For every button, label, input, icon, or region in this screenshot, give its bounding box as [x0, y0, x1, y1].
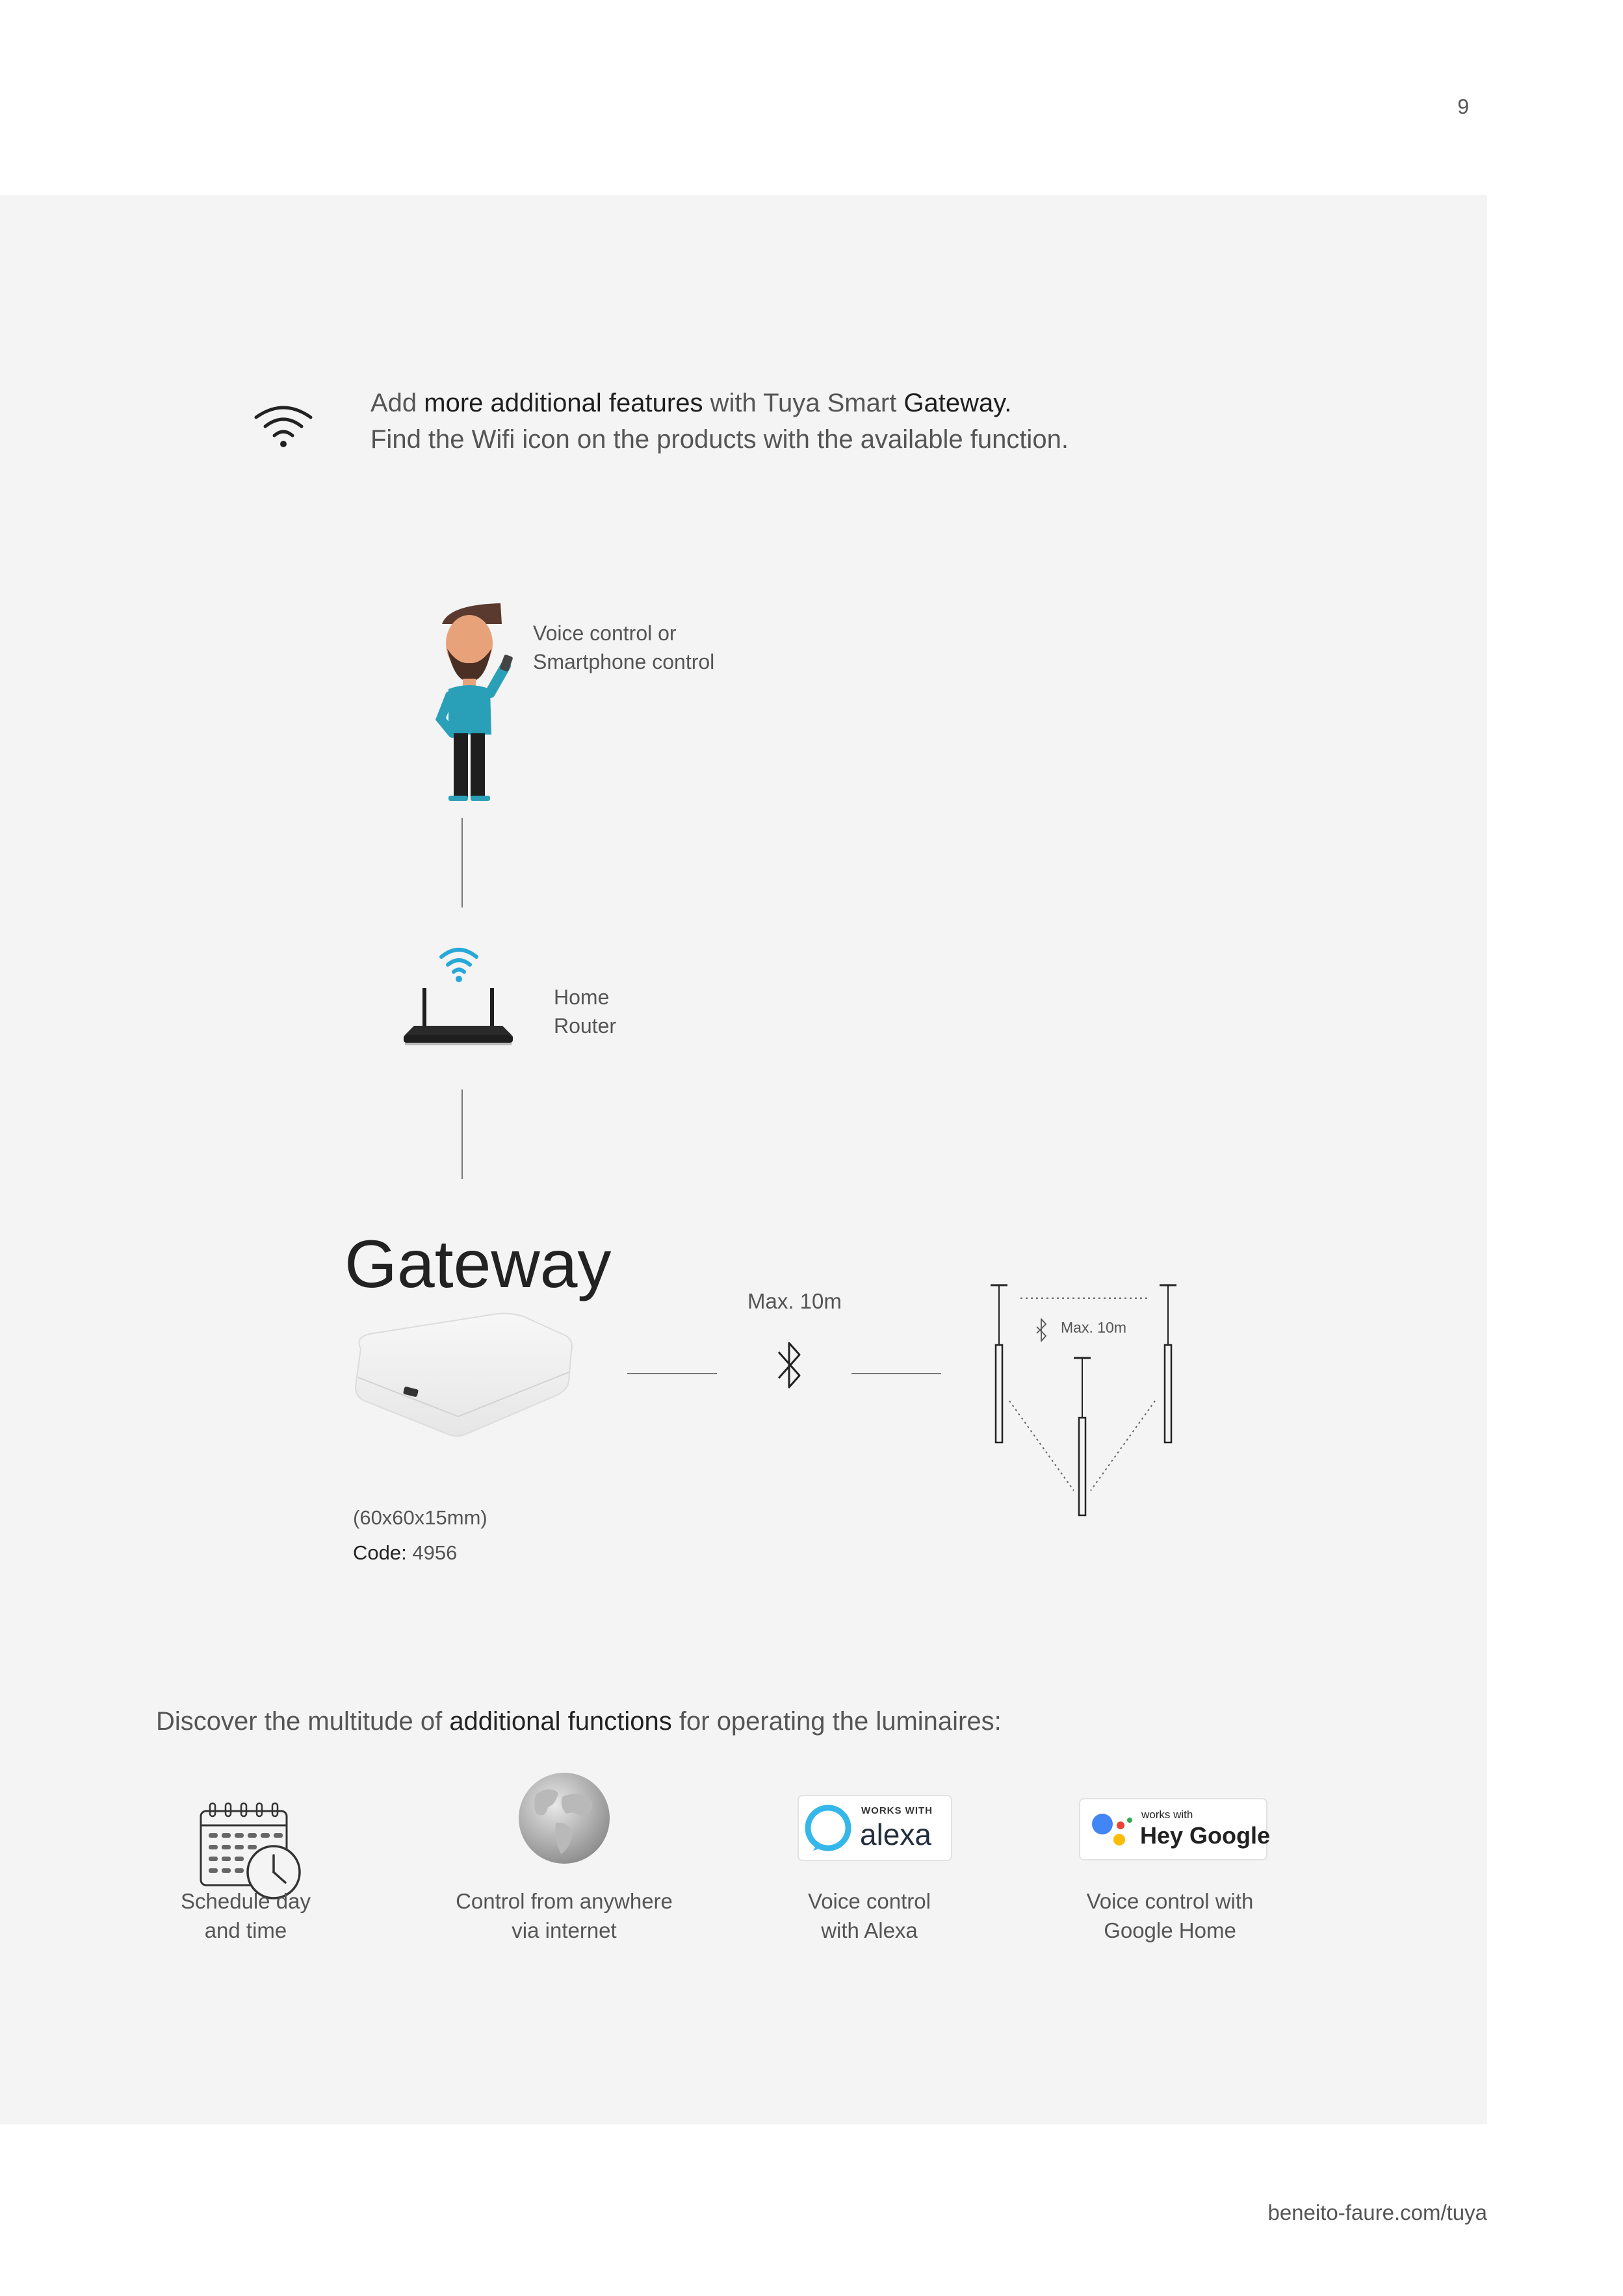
range-label-small: Max. 10m — [1061, 1319, 1126, 1336]
wifi-icon — [252, 403, 315, 450]
alexa-ring-icon — [804, 1804, 852, 1852]
google-badge — [1079, 1798, 1271, 1860]
intro-text — [370, 385, 1069, 458]
footer-url: beneito-faure.com/tuya — [1267, 2200, 1487, 2224]
feature-line-2: and time — [204, 1918, 287, 1942]
range-label: Max. 10m — [747, 1289, 842, 1313]
router-label — [554, 983, 616, 1040]
google-badge-top: works with — [1141, 1808, 1193, 1821]
intro-bold-gateway: Gateway. — [903, 389, 1012, 417]
router-illustration — [400, 943, 517, 1053]
person-illustration — [429, 598, 526, 806]
connector-line — [461, 818, 463, 907]
person-label-line-1: Voice control or — [533, 621, 677, 645]
person-label — [533, 619, 714, 676]
page-number: 9 — [1457, 95, 1469, 118]
code-value: 4956 — [406, 1541, 458, 1564]
discover-text-a: Discover the multitude of — [156, 1707, 450, 1736]
intro-text-a: Add — [370, 389, 424, 417]
code-label: Code: — [353, 1541, 407, 1564]
feature-label-schedule — [148, 1886, 343, 1945]
router-label-line-1: Home — [554, 985, 610, 1009]
intro-text-b: with Tuya Smart — [703, 389, 904, 417]
feature-line-1: Control from anywhere — [456, 1889, 673, 1913]
feature-label-internet — [447, 1886, 681, 1945]
feature-line-2: with Alexa — [821, 1918, 918, 1942]
discover-bold: additional functions — [449, 1707, 672, 1736]
router-label-line-2: Router — [554, 1014, 617, 1037]
feature-line-1: Voice control — [808, 1889, 931, 1913]
gateway-dimensions: (60x60x15mm) — [353, 1506, 487, 1529]
connector-line — [851, 1373, 941, 1374]
gateway-code — [353, 1535, 487, 1571]
discover-text — [156, 1707, 1002, 1736]
feature-line-1: Voice control with — [1086, 1889, 1254, 1913]
discover-text-b: for operating the luminaires: — [671, 1707, 1002, 1736]
feature-label-google — [1053, 1886, 1287, 1945]
google-badge-main: Hey Google — [1140, 1822, 1271, 1849]
connector-line — [627, 1373, 717, 1374]
intro-line-2: Find the Wifi icon on the products with the available function. — [370, 425, 1069, 454]
alexa-badge — [798, 1795, 952, 1861]
gateway-specs — [353, 1500, 487, 1571]
connector-line — [461, 1089, 463, 1179]
feature-line-2: Google Home — [1104, 1918, 1236, 1942]
globe-icon — [517, 1771, 612, 1866]
gateway-title: Gateway — [344, 1227, 612, 1302]
person-label-line-2: Smartphone control — [533, 650, 715, 673]
gateway-device-image — [348, 1310, 577, 1440]
feature-label-alexa — [764, 1886, 975, 1945]
bluetooth-icon — [775, 1338, 803, 1392]
intro-bold-features: more additional features — [424, 389, 703, 417]
feature-line-2: via internet — [512, 1918, 617, 1942]
google-assistant-icon — [1089, 1808, 1135, 1850]
intro-line-1 — [370, 385, 1069, 421]
alexa-badge-top: WORKS WITH — [861, 1805, 933, 1816]
feature-line-1: Schedule day — [181, 1889, 311, 1913]
alexa-badge-main: alexa — [860, 1818, 931, 1851]
